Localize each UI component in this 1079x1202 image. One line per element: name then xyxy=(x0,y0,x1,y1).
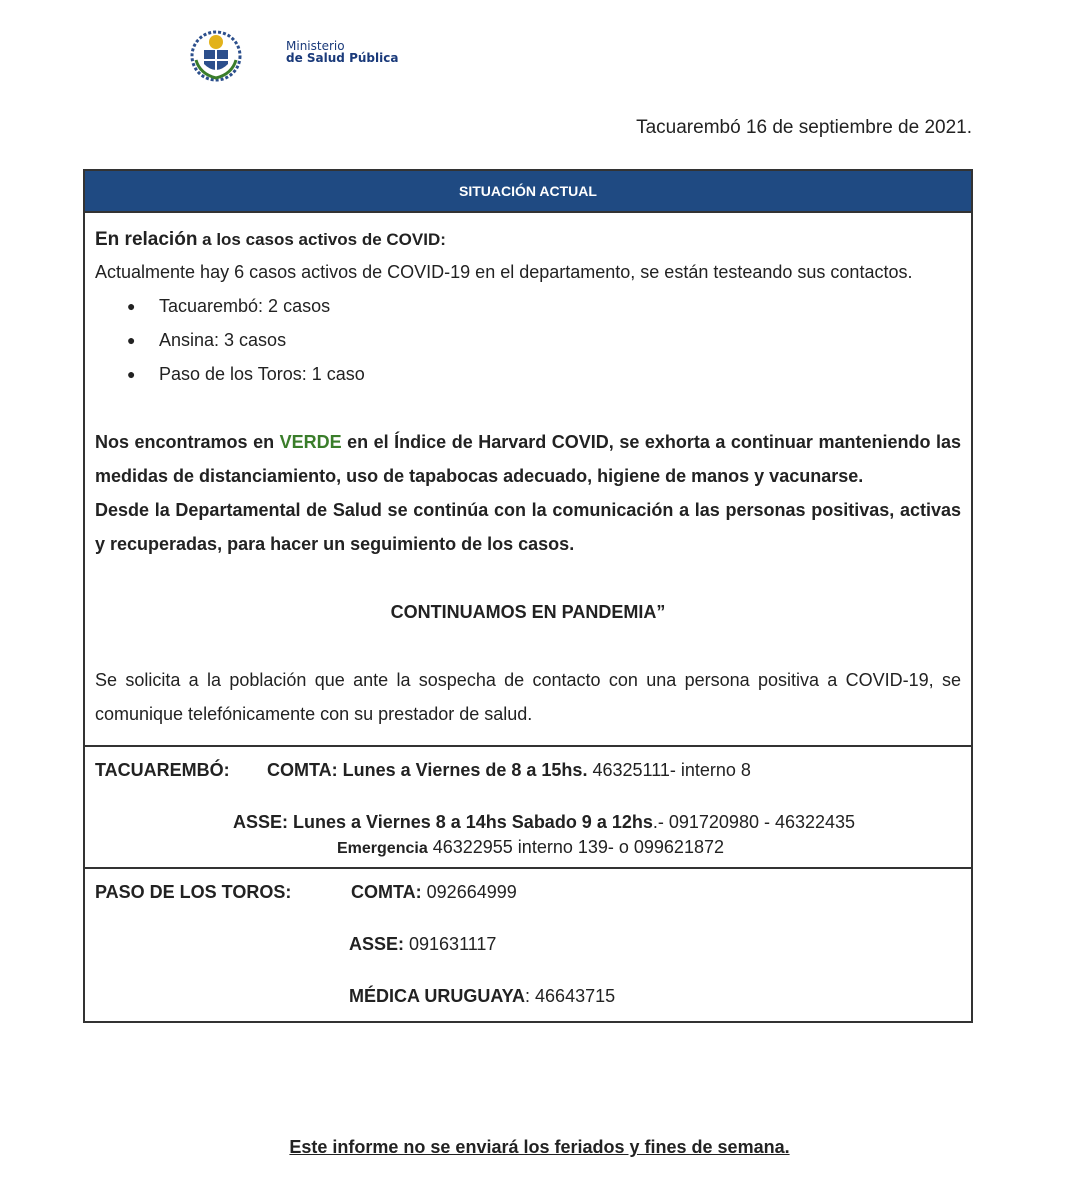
footer-note: Este informe no se enviará los feriados y fines de semana. xyxy=(289,1137,790,1157)
report-date: Tacuarembó 16 de septiembre de 2021. xyxy=(636,117,972,138)
tacuarembo-contacts xyxy=(85,745,971,867)
harvard-a: Nos encontramos en xyxy=(95,432,280,452)
paso-asse xyxy=(349,927,496,961)
intro-title-a: En relación xyxy=(95,229,198,250)
intro-text: Actualmente hay 6 casos activos de COVID-19 en el departamento, se están testeando sus contactos. xyxy=(95,262,913,282)
paso-medica xyxy=(349,979,615,1013)
tacuarembo-comta xyxy=(267,753,751,787)
asse-phone: 091631117 xyxy=(404,934,497,954)
emergencia-phone: 46322955 interno 139- o 099621872 xyxy=(427,837,724,857)
solicita-paragraph: Se solicita a la población que ante la sospecha de contacto con una persona positiva a COVID-19, se comunique telefónicamente con su prestador de salud. xyxy=(95,670,961,724)
list-item: ● Ansina: 3 casos xyxy=(159,323,961,357)
medica-label: MÉDICA URUGUAYA xyxy=(349,986,526,1006)
intro-title-b: a los casos activos de COVID: xyxy=(197,230,446,249)
harvard-b: en el Índice de Harvard COVID, se exhorta a continuar manteniendo las medidas de distanciamiento, uso de tapabocas adecuado, higiene de manos y vacunarse. xyxy=(95,432,961,486)
list-item: ● Tacuarembó: 2 casos xyxy=(159,289,961,323)
emergencia-label: Emergencia xyxy=(337,840,428,857)
paso-toros-label: PASO DE LOS TOROS: xyxy=(95,882,292,902)
list-item: ● Paso de los Toros: 1 caso xyxy=(159,357,961,391)
ministry-line1: Ministerio xyxy=(286,39,345,53)
ministry-line2: de Salud Pública xyxy=(286,51,399,65)
comta-label: COMTA: Lunes a Viernes de 8 a 15hs. xyxy=(267,760,588,780)
tacuarembo-emergencia xyxy=(337,833,724,863)
asse-label: ASSE: Lunes a Viernes 8 a 14hs Sabado 9 a 12hs xyxy=(233,812,653,832)
paso-toros-contacts xyxy=(85,867,971,1021)
harvard-paragraph xyxy=(95,425,961,493)
situation-section xyxy=(85,213,971,745)
medica-phone: : 46643715 xyxy=(525,986,616,1006)
verde-label: VERDE xyxy=(279,432,342,452)
paso-comta xyxy=(351,875,517,909)
comta-phone: 092664999 xyxy=(421,882,517,902)
comta-label: COMTA: xyxy=(351,882,422,902)
situation-box xyxy=(83,169,973,1023)
box-title: SITUACIÓN ACTUAL xyxy=(85,171,971,213)
asse-phone: .- 091720980 - 46322435 xyxy=(652,812,856,832)
comta-phone: 46325111- interno 8 xyxy=(592,760,751,780)
tacuarembo-label: TACUAREMBÓ: xyxy=(95,760,230,780)
cases-list xyxy=(95,289,961,391)
intro-title xyxy=(95,225,961,255)
asse-label: ASSE: xyxy=(349,934,405,954)
ministry-brand xyxy=(286,40,398,64)
departamental-paragraph: Desde la Departamental de Salud se continúa con la comunicación a las personas positivas, activas y recuperadas, para hacer un seguimiento de los casos. xyxy=(95,500,961,554)
uruguay-coat-of-arms-icon xyxy=(190,30,242,82)
pandemia-heading: CONTINUAMOS EN PANDEMIA” xyxy=(390,602,666,622)
